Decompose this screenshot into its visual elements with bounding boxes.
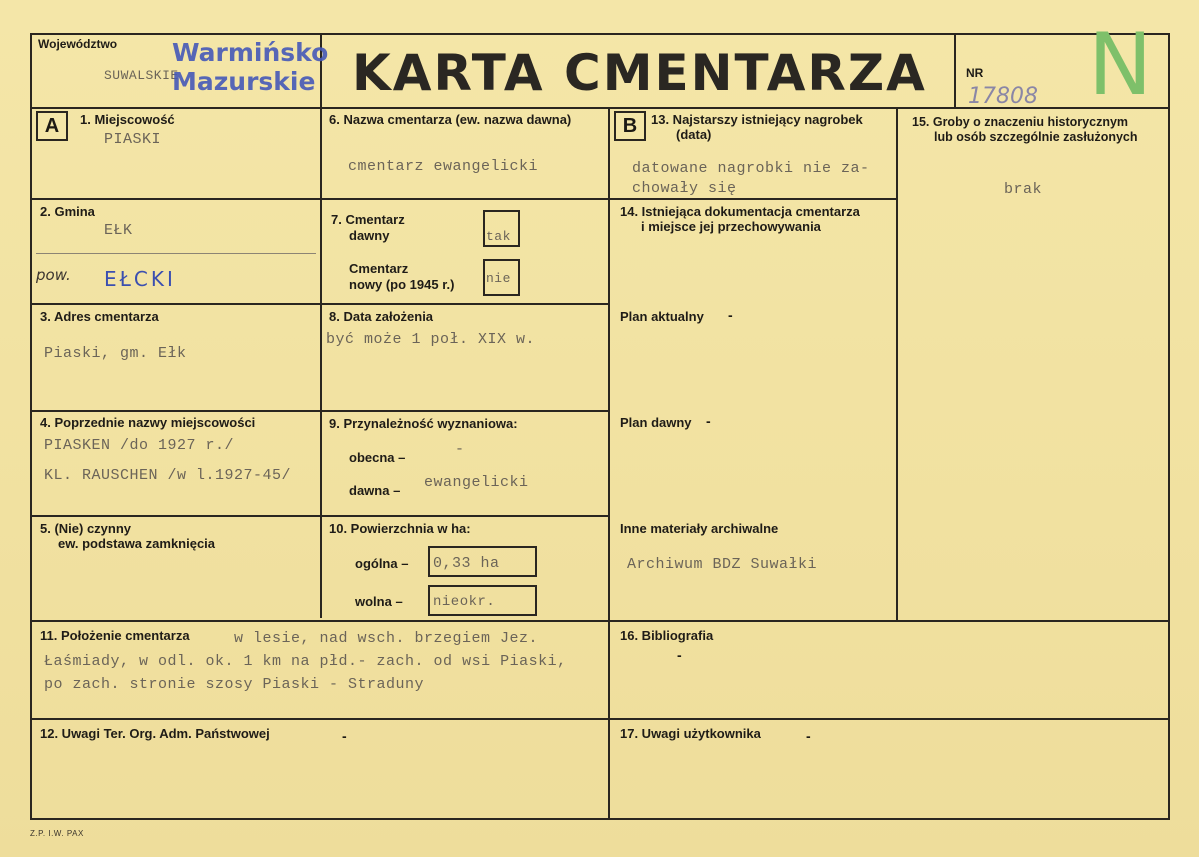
field-4-label: 4. Poprzednie nazwy miejscowości bbox=[40, 415, 256, 430]
plan-dawny-value: - bbox=[706, 413, 711, 429]
row-line-1 bbox=[30, 198, 610, 200]
field-2-label: 2. Gmina bbox=[40, 204, 95, 219]
b-row-line-2 bbox=[610, 199, 896, 200]
row-line-6 bbox=[30, 718, 1170, 720]
frame-top bbox=[30, 33, 1170, 35]
field-11-value-3: po zach. stronie szosy Piaski - Straduny bbox=[44, 676, 425, 693]
field-9-obecna-label: obecna – bbox=[349, 450, 406, 465]
field-8-label: 8. Data założenia bbox=[329, 309, 434, 324]
field-9-label: 9. Przynależność wyznaniowa: bbox=[329, 416, 518, 431]
field-4-value-2: KL. RAUSCHEN /w l.1927-45/ bbox=[44, 467, 292, 484]
field-11-value-1: w lesie, nad wsch. brzegiem Jez. bbox=[234, 630, 539, 647]
header-divider-1 bbox=[320, 33, 322, 618]
field-1-label: 1. Miejscowość bbox=[80, 112, 175, 127]
frame-right bbox=[1168, 33, 1170, 820]
field-9-dawna-value: ewangelicki bbox=[424, 474, 529, 491]
field-17-label: 17. Uwagi użytkownika bbox=[620, 726, 761, 741]
field-10-wolna-value: nieokr. bbox=[433, 594, 496, 610]
field-10-label: 10. Powierzchnia w ha: bbox=[329, 521, 471, 536]
plan-dawny-label: Plan dawny bbox=[620, 415, 692, 430]
field-2-hand-prefix: pow. bbox=[36, 266, 71, 284]
field-16-label: 16. Bibliografia bbox=[620, 628, 714, 643]
field-8-value: być może 1 poł. XIX w. bbox=[326, 331, 536, 348]
field-10-ogolna-label: ogólna – bbox=[355, 556, 409, 571]
field-14-label-2: i miejsce jej przechowywania bbox=[641, 219, 821, 234]
stamp-line-1: Warmińsko bbox=[172, 38, 329, 67]
field-11-label: 11. Położenie cmentarza bbox=[40, 628, 190, 643]
field-7b-label-2: nowy (po 1945 r.) bbox=[349, 277, 455, 292]
wojewodztwo-typed: SUWALSKIE bbox=[104, 68, 179, 83]
field-9-dawna-label: dawna – bbox=[349, 483, 401, 498]
inne-materialy-value: Archiwum BDZ Suwałki bbox=[627, 556, 818, 573]
field-17-value: - bbox=[806, 728, 811, 744]
inne-materialy-label: Inne materiały archiwalne bbox=[620, 521, 779, 536]
field-2-hand-value: EŁCKI bbox=[104, 267, 176, 291]
card-title: KARTA CMENTARZA bbox=[352, 44, 927, 102]
frame-left bbox=[30, 33, 32, 820]
field-3-value: Piaski, gm. Ełk bbox=[44, 345, 187, 362]
letter-mark: N bbox=[1088, 15, 1153, 115]
field-12-label: 12. Uwagi Ter. Org. Adm. Państwowej bbox=[40, 726, 270, 741]
row-line-3 bbox=[30, 410, 610, 412]
plan-aktualny-value: - bbox=[728, 307, 733, 323]
field-5-label: 5. (Nie) czynny bbox=[40, 521, 132, 536]
printer-mark: Z.P. I.W. PAX bbox=[30, 829, 84, 838]
field-7a-label-2: dawny bbox=[349, 228, 390, 243]
field-6-label: 6. Nazwa cmentarza (ew. nazwa dawna) bbox=[329, 112, 572, 127]
nr-value: 17808 bbox=[968, 84, 1038, 109]
field-14-label-1: 14. Istniejąca dokumentacja cmentarza bbox=[620, 204, 860, 219]
field-13-label-2: (data) bbox=[676, 127, 712, 142]
col-divider-b bbox=[608, 107, 610, 818]
field-9-obecna-value: - bbox=[455, 441, 465, 458]
field-5-sub: ew. podstawa zamknięcia bbox=[58, 536, 216, 551]
nr-label: NR bbox=[966, 66, 984, 80]
row-line-4 bbox=[30, 515, 610, 517]
plan-aktualny-label: Plan aktualny bbox=[620, 309, 704, 324]
field-13-label-1: 13. Najstarszy istniejący nagrobek bbox=[651, 112, 863, 127]
section-b-letter: B bbox=[614, 111, 646, 141]
field-11-value-2: Łaśmiady, w odl. ok. 1 km na płd.- zach. od wsi Piaski, bbox=[44, 653, 567, 670]
field-10-ogolna-value: 0,33 ha bbox=[433, 555, 500, 572]
field-7a-value: tak bbox=[486, 229, 511, 244]
field-15-value: brak bbox=[1004, 181, 1043, 198]
row-line-2 bbox=[30, 303, 610, 305]
field-1-value: PIASKI bbox=[104, 131, 162, 148]
field-7b-value: nie bbox=[486, 271, 511, 286]
frame-bottom bbox=[30, 818, 1170, 820]
field-3-label: 3. Adres cmentarza bbox=[40, 309, 159, 324]
field-10-wolna-label: wolna – bbox=[355, 594, 403, 609]
gmina-underline bbox=[36, 253, 316, 254]
field-6-value: cmentarz ewangelicki bbox=[348, 158, 539, 175]
section-a-letter: A bbox=[36, 111, 68, 141]
stamp-line-2: Mazurskie bbox=[172, 67, 316, 96]
field-15-label-2: lub osób szczególnie zasłużonych bbox=[934, 130, 1138, 144]
field-15-label-1: 15. Groby o znaczeniu historycznym bbox=[912, 115, 1129, 129]
field-2-value: EŁK bbox=[104, 222, 133, 239]
field-7a-label-1: 7. Cmentarz bbox=[331, 212, 405, 227]
field-13-value-2: chowały się bbox=[632, 180, 737, 197]
field-4-value-1: PIASKEN /do 1927 r./ bbox=[44, 437, 235, 454]
field-12-value: - bbox=[342, 728, 347, 744]
field-13-value-1: datowane nagrobki nie za- bbox=[632, 160, 870, 177]
field-7b-label-1: Cmentarz bbox=[349, 261, 409, 276]
field-16-value: - bbox=[677, 647, 682, 663]
col-divider-15 bbox=[896, 107, 898, 620]
wojewodztwo-label: Województwo bbox=[38, 37, 118, 51]
header-divider-2 bbox=[954, 33, 956, 109]
row-line-5 bbox=[30, 620, 1170, 622]
